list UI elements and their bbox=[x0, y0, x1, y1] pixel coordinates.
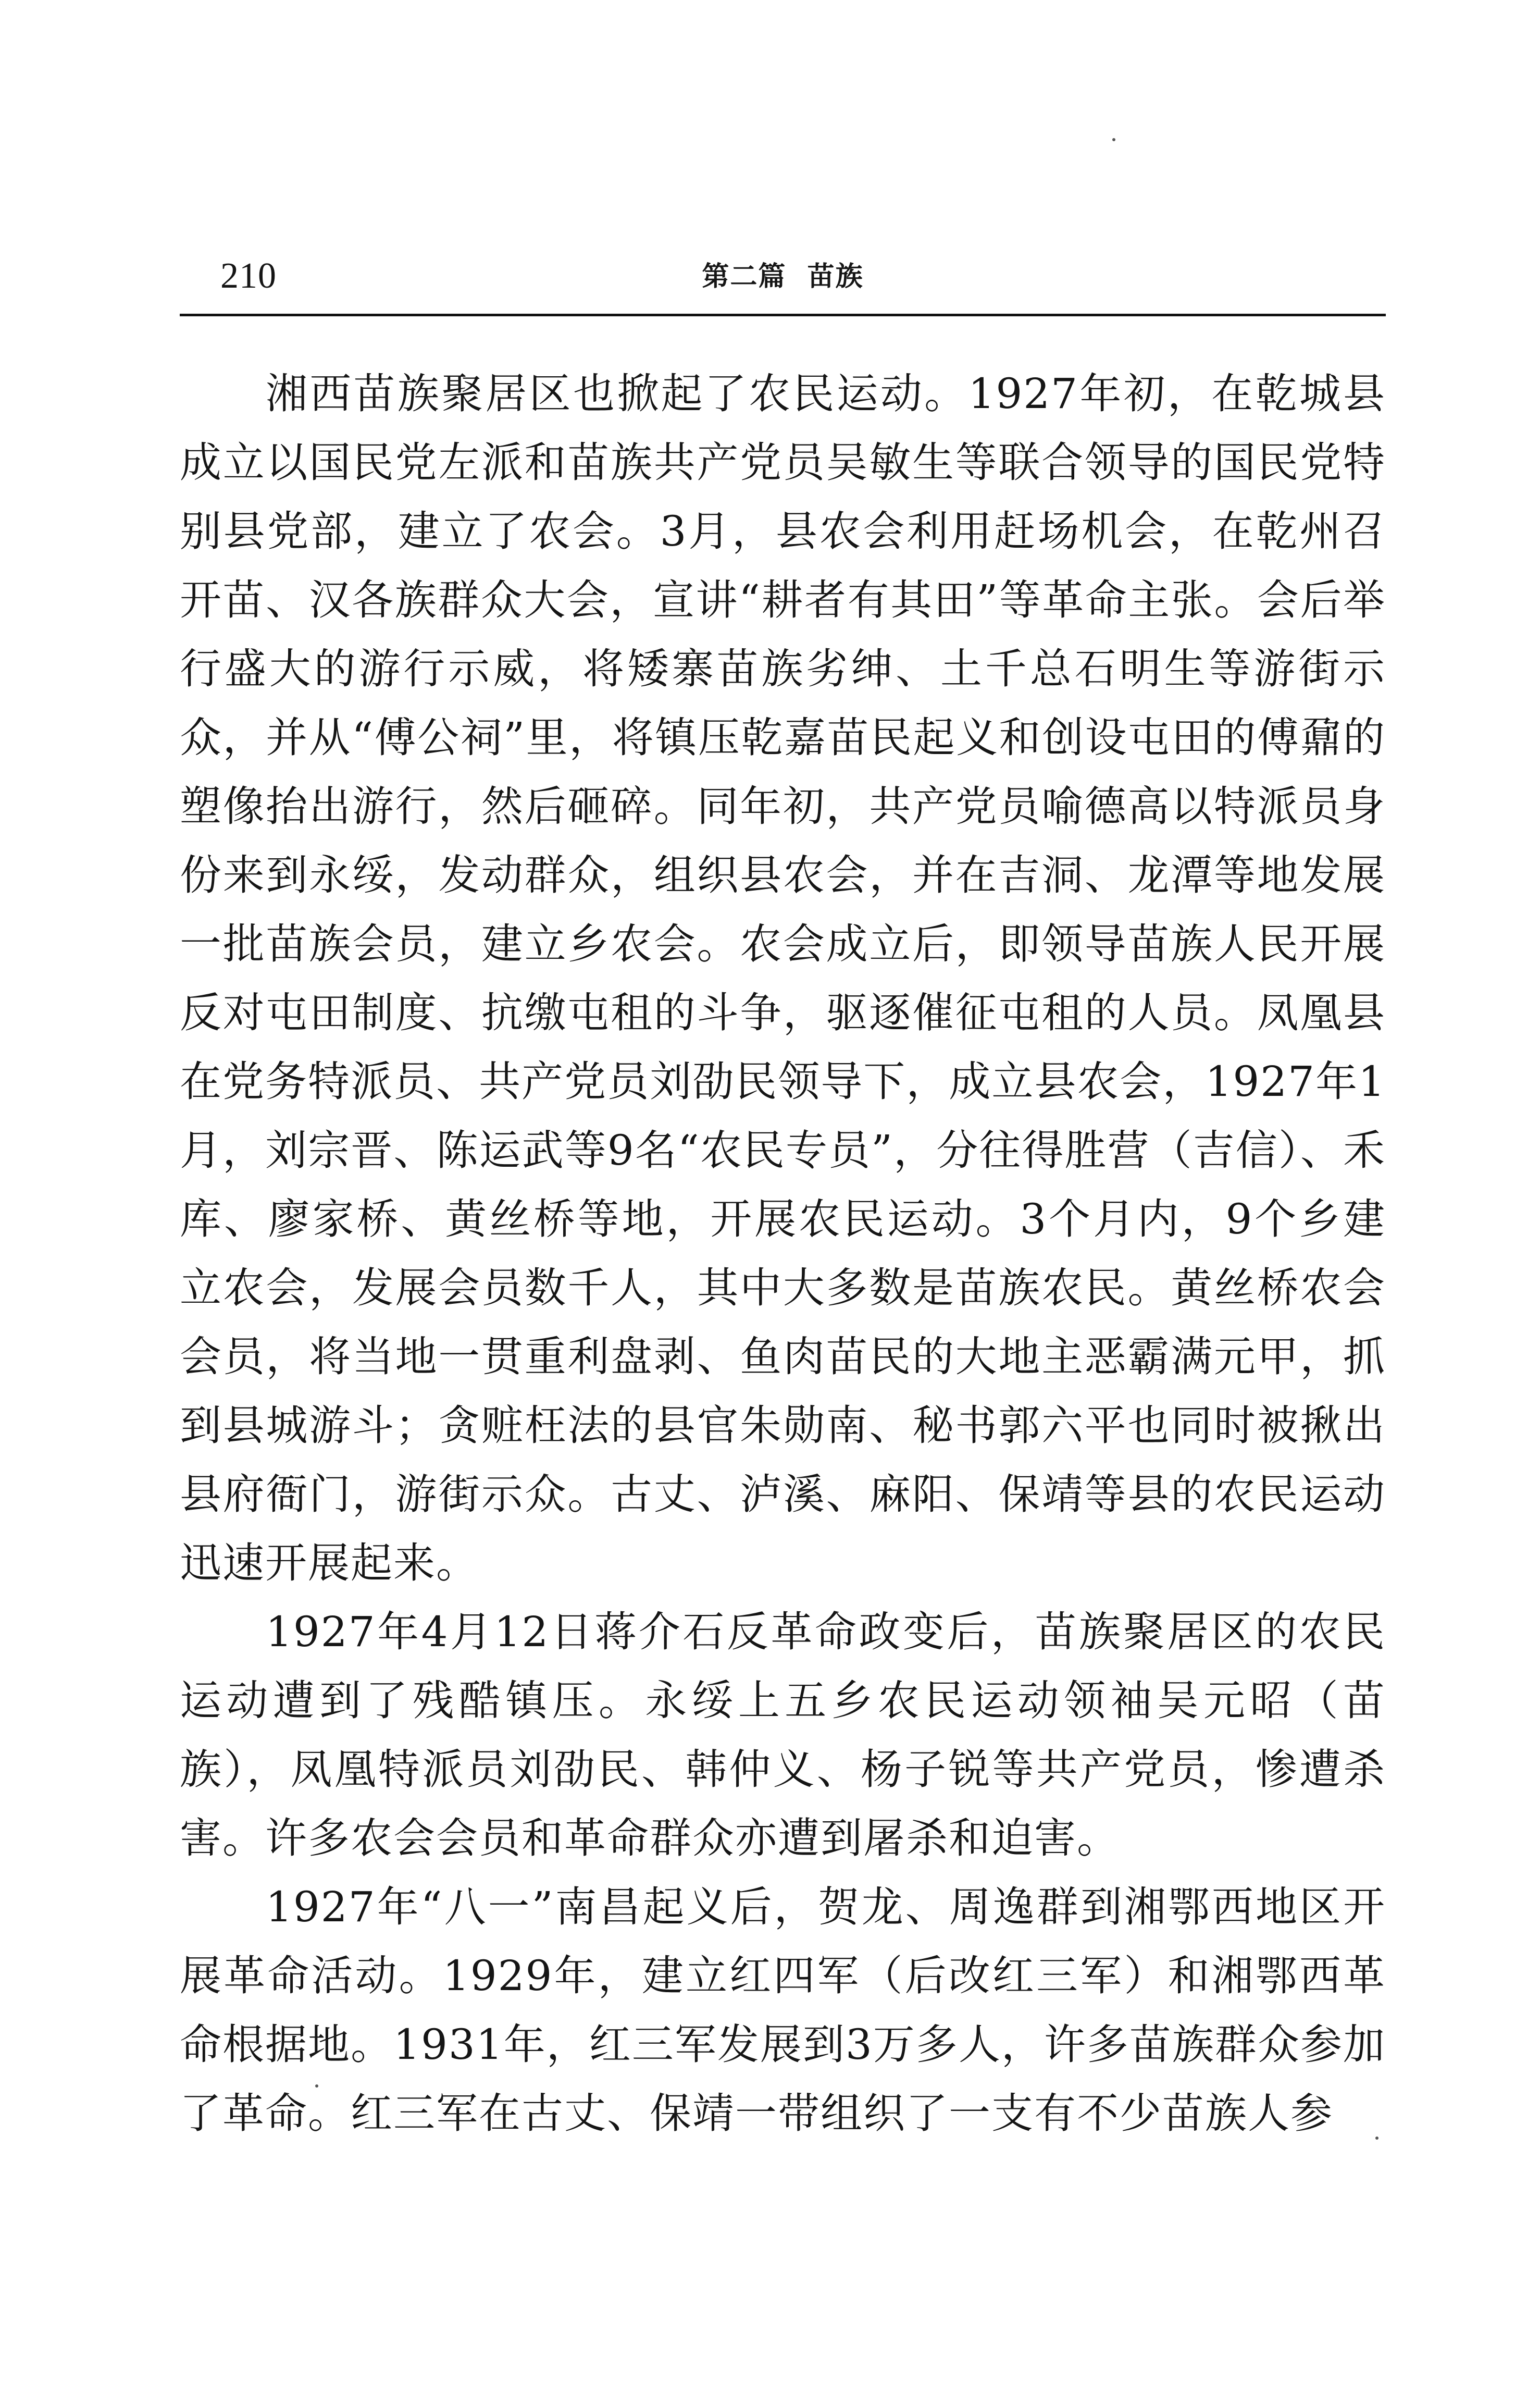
paragraph: 1927年4月12日蒋介石反革命政变后，苗族聚居区的农民运动遭到了残酷镇压。永绥上五乡农民运动领袖吴元昭（苗族），凤凰特派员刘劭民、韩仲义、杨子锐等共产党员，惨遭杀害。许多农会会员和革命群众亦遭到屠杀和迫害。 bbox=[180, 1608, 1386, 1862]
paragraph: 湘西苗族聚居区也掀起了农民运动。1927年初，在乾城县成立以国民党左派和苗族共产党员吴敏生等联合领导的国民党特别县党部，建立了农会。3月，县农会利用赶场机会，在乾州召开苗、汉各族群众大会，宣讲“耕者有其田”等革命主张。会后举行盛大的游行示威，将矮寨苗族劣绅、土千总石明生等游街示众，并从“傅公祠”里，将镇压乾嘉苗民起义和创设屯田的傅鼐的塑像抬出游行，然后砸碎。同年初，共产党员喻德高以特派员身份来到永绥，发动群众，组织县农会，并在吉洞、龙潭等地发展一批苗族会员，建立乡农会。农会成立后，即领导苗族人民开展反对屯田制度、抗缴屯租的斗争，驱逐催征屯租的人员。凤凰县在党务特派员、共产党员刘劭民领导下，成立县农会，1927年1月，刘宗晋、陈运武等9名“农民专员”，分往得胜营（吉信）、禾库、廖家桥、黄丝桥等地，开展农民运动。3个月内，9个乡建立农会，发展会员数千人，其中大多数是苗族农民。黄丝桥农会会员，将当地一贯重利盘剥、鱼肉苗民的大地主恶霸满元甲，抓到县城游斗；贪赃枉法的县官朱勋南、秘书郭六平也同时被揪出县府衙门，游街示众。古丈、泸溪、麻阳、保靖等县的农民运动迅速开展起来。 bbox=[180, 369, 1386, 1587]
page-number: 210 bbox=[220, 256, 277, 296]
page-header bbox=[180, 250, 1386, 323]
scan-speck bbox=[315, 2084, 318, 2088]
body-text bbox=[180, 360, 1386, 2148]
scan-speck bbox=[1112, 138, 1115, 141]
scan-speck bbox=[1375, 2137, 1378, 2140]
paragraph: 1927年“八一”南昌起义后，贺龙、周逸群到湘鄂西地区开展革命活动。1929年，建立红四军（后改红三军）和湘鄂西革命根据地。1931年，红三军发展到3万多人，许多苗族群众参加了革命。红三军在古丈、保靖一带组织了一支有不少苗族人参 bbox=[180, 1883, 1386, 2138]
header-rule bbox=[180, 314, 1386, 316]
running-title: 第二篇 苗族 bbox=[702, 261, 864, 292]
